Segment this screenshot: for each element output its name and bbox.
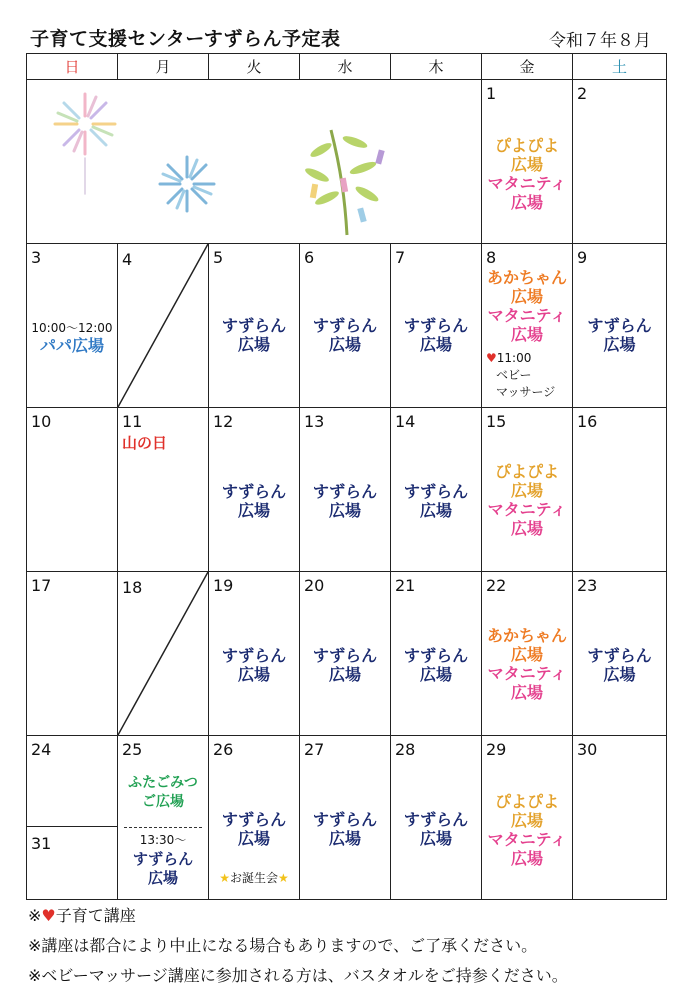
day-cell-28 xyxy=(391,736,482,900)
day-number: 13 xyxy=(304,412,325,431)
event-label: 広場 xyxy=(419,665,452,684)
event-label: すずらん xyxy=(132,850,194,868)
day-number: 1 xyxy=(486,84,497,103)
week-row-1 xyxy=(27,80,667,244)
weekday-tue: 火 xyxy=(209,54,300,80)
event-suzuran xyxy=(209,646,299,684)
event-label: 広場 xyxy=(603,665,636,684)
heart-icon: ♥ xyxy=(41,906,56,925)
event-label: 広場 xyxy=(237,501,270,520)
day-cell-16 xyxy=(573,408,667,572)
event-suzuran xyxy=(391,646,481,684)
day-cell-5 xyxy=(209,244,300,408)
event-suzuran xyxy=(391,316,481,354)
event-akachan-maternity xyxy=(482,268,572,344)
day-cell-21 xyxy=(391,572,482,736)
event-label: マタニティ xyxy=(487,174,567,193)
day-number: 30 xyxy=(577,740,598,759)
day-cell-2 xyxy=(573,80,667,244)
birthday-label: お誕生会 xyxy=(229,871,278,885)
fireworks-illustration xyxy=(37,86,237,236)
suzuran-time: 13:30～ xyxy=(139,833,187,847)
day-number: 4 xyxy=(122,250,133,269)
event-label: 広場 xyxy=(603,335,636,354)
event-suzuran xyxy=(209,810,299,848)
event-label: すずらん xyxy=(221,810,287,829)
event-label: ぴよぴよ xyxy=(494,792,559,811)
day-number: 21 xyxy=(395,576,416,595)
massage-time-text: 11:00 xyxy=(496,351,532,365)
event-label: 広場 xyxy=(510,193,543,212)
event-label: 広場 xyxy=(419,829,452,848)
week-row-4 xyxy=(27,572,667,736)
day-number: 15 xyxy=(486,412,507,431)
event-piyopiyo-maternity xyxy=(482,462,572,538)
day-cell-12 xyxy=(209,408,300,572)
day-number: 10 xyxy=(31,412,52,431)
event-label: 広場 xyxy=(237,335,270,354)
event-label: 広場 xyxy=(510,155,543,174)
event-suzuran xyxy=(209,482,299,520)
day-cell-10 xyxy=(27,408,118,572)
event-suzuran xyxy=(391,482,481,520)
event-label: 広場 xyxy=(510,683,543,702)
day-number: 6 xyxy=(304,248,315,267)
day-cell-23 xyxy=(573,572,667,736)
event-suzuran xyxy=(573,316,666,354)
event-label: ふたごみつ xyxy=(128,775,198,791)
event-label: すずらん xyxy=(221,482,287,501)
event-label: すずらん xyxy=(587,646,652,665)
day-cell-19 xyxy=(209,572,300,736)
event-label: 広場 xyxy=(328,335,361,354)
event-label: 広場 xyxy=(510,481,543,500)
event-label: 広場 xyxy=(510,645,543,664)
event-label: すずらん xyxy=(312,646,378,665)
heart-icon: ♥ xyxy=(486,351,497,365)
calendar-table xyxy=(26,53,667,900)
event-label: 広場 xyxy=(510,519,543,538)
day-cell-9 xyxy=(573,244,667,408)
holiday-label: 山の日 xyxy=(122,434,168,452)
day-number: 20 xyxy=(304,576,325,595)
event-piyopiyo-maternity xyxy=(482,136,572,212)
event-label: 広場 xyxy=(328,501,361,520)
event-label: すずらん xyxy=(312,316,378,335)
footer-note-2: ※講座は都合により中止になる場合もありますので、ご了承ください。 xyxy=(28,936,538,955)
event-label: ご広場 xyxy=(142,794,184,810)
closed-slash xyxy=(118,572,208,735)
day-number: 2 xyxy=(577,84,588,103)
day-number: 25 xyxy=(122,740,143,759)
event-label: 広場 xyxy=(237,665,270,684)
event-suzuran xyxy=(573,646,666,684)
day-number: 12 xyxy=(213,412,234,431)
massage-label-2: マッサージ xyxy=(496,385,556,399)
weekday-mon: 月 xyxy=(118,54,209,80)
event-akachan-maternity xyxy=(482,626,572,702)
day-number: 27 xyxy=(304,740,325,759)
event-suzuran xyxy=(300,316,390,354)
day-number: 22 xyxy=(486,576,507,595)
event-suzuran xyxy=(391,810,481,848)
week-row-2 xyxy=(27,244,667,408)
massage-time xyxy=(486,350,531,366)
weekday-sun: 日 xyxy=(27,54,118,80)
day-cell-18 xyxy=(118,572,209,736)
day-number: 17 xyxy=(31,576,52,595)
day-cell-13 xyxy=(300,408,391,572)
day-number: 28 xyxy=(395,740,416,759)
day-cell-14 xyxy=(391,408,482,572)
note-text: 子育て講座 xyxy=(55,906,136,925)
day-number: 9 xyxy=(577,248,588,267)
day-number: 31 xyxy=(31,834,52,853)
event-label: 広場 xyxy=(147,869,178,887)
day-cell-11 xyxy=(118,408,209,572)
event-suzuran xyxy=(118,850,208,888)
event-label: あかちゃん xyxy=(486,268,567,287)
day-cell-17 xyxy=(27,572,118,736)
note-mark: ※ xyxy=(28,906,42,925)
dashed-divider xyxy=(124,827,202,828)
massage-label-1: ベビー xyxy=(496,368,532,382)
event-label: 広場 xyxy=(328,665,361,684)
star-icon: ★ xyxy=(278,871,289,885)
event-label: すずらん xyxy=(312,482,378,501)
day-cell-27 xyxy=(300,736,391,900)
weekday-wed: 水 xyxy=(300,54,391,80)
week-row-5 xyxy=(27,736,667,900)
event-label: すずらん xyxy=(221,316,287,335)
birthday-event xyxy=(209,870,299,886)
day-number: 29 xyxy=(486,740,507,759)
day-cell-30 xyxy=(573,736,667,900)
event-label: すずらん xyxy=(587,316,652,335)
day-cell-15 xyxy=(482,408,573,572)
day-cell-4 xyxy=(118,244,209,408)
weekday-fri: 金 xyxy=(482,54,573,80)
day-number: 5 xyxy=(213,248,224,267)
weekday-thu: 木 xyxy=(391,54,482,80)
day-cell-26 xyxy=(209,736,300,900)
event-label: すずらん xyxy=(403,810,469,829)
day-number: 11 xyxy=(122,412,143,431)
day-number: 18 xyxy=(122,578,143,597)
day-cell-29 xyxy=(482,736,573,900)
event-label: マタニティ xyxy=(487,306,567,325)
day-number: 8 xyxy=(486,248,497,267)
event-suzuran xyxy=(300,810,390,848)
event-label: あかちゃん xyxy=(486,626,567,645)
event-label: マタニティ xyxy=(487,500,567,519)
event-label: すずらん xyxy=(403,316,469,335)
event-suzuran xyxy=(300,646,390,684)
day-cell-24-31 xyxy=(27,736,118,900)
event-label: すずらん xyxy=(403,482,469,501)
day-number: 19 xyxy=(213,576,234,595)
bamboo-tanabata-illustration xyxy=(297,120,407,240)
event-piyopiyo-maternity xyxy=(482,792,572,868)
day-cell-6 xyxy=(300,244,391,408)
star-icon: ★ xyxy=(219,871,230,885)
event-futago xyxy=(118,774,208,812)
event-label: 広場 xyxy=(510,325,543,344)
event-label: 広場 xyxy=(510,849,543,868)
event-label: ぴよぴよ xyxy=(494,462,559,481)
week-row-3 xyxy=(27,408,667,572)
page-title: 子育て支援センターすずらん予定表 xyxy=(30,28,341,50)
weekday-header-row xyxy=(27,54,667,80)
event-label: すずらん xyxy=(403,646,469,665)
event-label: 広場 xyxy=(510,287,543,306)
day-cell-1 xyxy=(482,80,573,244)
weekday-sat: 土 xyxy=(573,54,667,80)
event-label: 広場 xyxy=(419,335,452,354)
day-number: 7 xyxy=(395,248,406,267)
day-cell-25 xyxy=(118,736,209,900)
cell-divider xyxy=(27,826,117,827)
papa-time: 10:00～12:00 xyxy=(31,321,113,335)
event-label: すずらん xyxy=(221,646,287,665)
day-cell-3 xyxy=(27,244,118,408)
decoration-cell xyxy=(27,80,482,244)
day-cell-20 xyxy=(300,572,391,736)
day-number: 3 xyxy=(31,248,42,267)
event-label: 広場 xyxy=(237,829,270,848)
day-number: 16 xyxy=(577,412,598,431)
event-label: すずらん xyxy=(312,810,378,829)
closed-slash xyxy=(118,244,208,407)
day-cell-7 xyxy=(391,244,482,408)
footer-note-1 xyxy=(28,903,136,926)
event-suzuran xyxy=(209,316,299,354)
day-cell-8 xyxy=(482,244,573,408)
footer-note-3: ※ベビーマッサージ講座に参加される方は、バスタオルをご持参ください。 xyxy=(28,966,568,985)
event-label: 広場 xyxy=(328,829,361,848)
event-suzuran xyxy=(300,482,390,520)
era-date: 令和７年８月 xyxy=(549,31,651,51)
event-label: マタニティ xyxy=(487,830,567,849)
day-number: 23 xyxy=(577,576,598,595)
event-label: マタニティ xyxy=(487,664,567,683)
day-number: 24 xyxy=(31,740,52,759)
event-label: 広場 xyxy=(419,501,452,520)
day-cell-22 xyxy=(482,572,573,736)
day-number: 14 xyxy=(395,412,416,431)
event-papa-hiroba: パパ広場 xyxy=(39,336,104,355)
event-label: ぴよぴよ xyxy=(494,136,559,155)
day-number: 26 xyxy=(213,740,234,759)
event-label: 広場 xyxy=(510,811,543,830)
